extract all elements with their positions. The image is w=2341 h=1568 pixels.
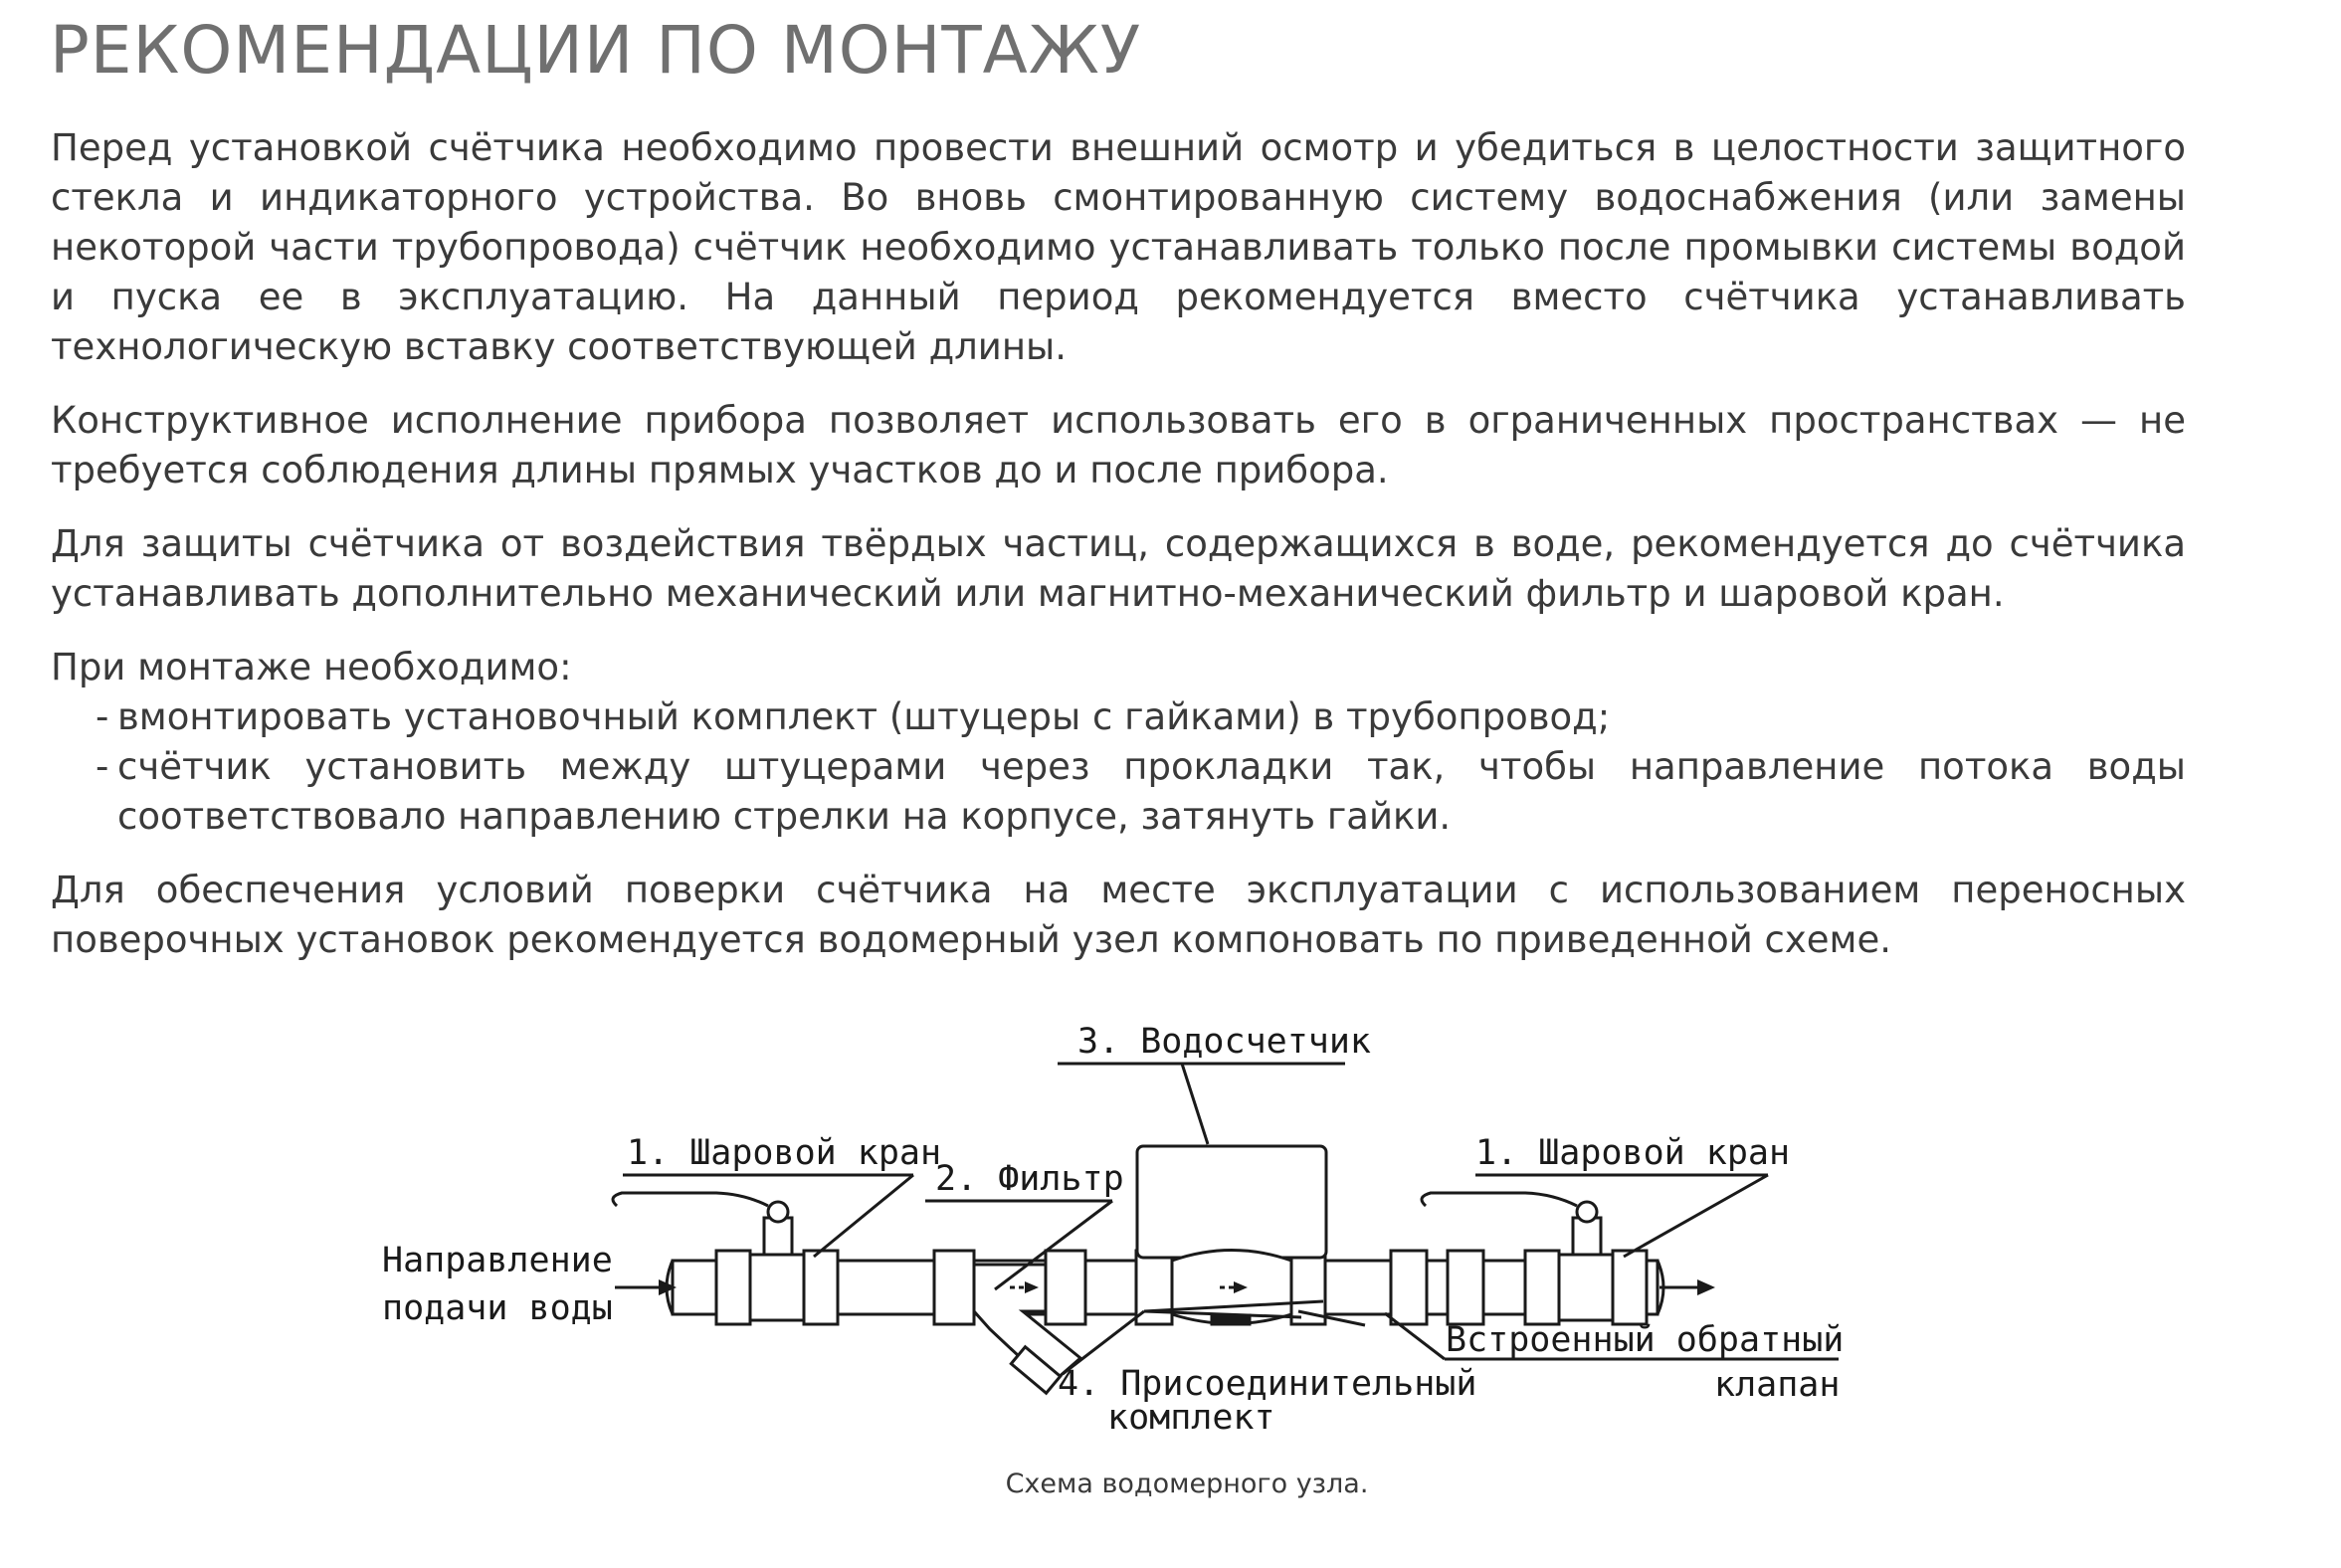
label-filter: 2. Фильтр [935, 1159, 1124, 1199]
label-ball-valve-left: 1. Шаровой кран [627, 1133, 942, 1173]
leader-line [1182, 1064, 1208, 1144]
ball-valve-left [613, 1193, 838, 1324]
figure-caption: Схема водомерного узла. [1005, 1469, 1369, 1499]
mounting-step-text: вмонтировать установочный комплект (штуцеры с гайками) в трубопровод; [117, 695, 1611, 738]
flow-arrow-head [1697, 1279, 1715, 1295]
label-ball-valve-right: 1. Шаровой кран [1475, 1133, 1791, 1173]
dash-bullet: - [96, 745, 109, 788]
dash-bullet: - [96, 695, 109, 738]
leader-line [814, 1175, 913, 1257]
paragraph-design: Конструктивное исполнение прибора позволяет использовать его в ограниченных пространствах — не требуется соблюдения длины прямых участков до и после прибора. [51, 399, 2186, 491]
coupling [1448, 1251, 1483, 1324]
label-flow-direction: Направление [382, 1241, 613, 1280]
label-check-valve: клапан [1714, 1365, 1841, 1405]
label-check-valve: Встроенный обратный [1446, 1320, 1845, 1360]
mounting-intro: При монтаже необходимо: [51, 646, 572, 688]
label-connection-kit: 4. Присоединительный [1058, 1364, 1477, 1404]
label-connection-kit: комплект [1107, 1398, 1275, 1438]
label-flow-direction: подачи воды [382, 1288, 613, 1328]
paragraph-verification: Для обеспечения условий поверки счётчика на месте эксплуатации с использованием переносных поверочных установок рекомендуется водомерный узел компоновать по приведенной схеме. [51, 869, 2186, 961]
label-water-meter: 3. Водосчетчик [1077, 1022, 1372, 1062]
leader-line [1624, 1175, 1768, 1257]
paragraph-protection: Для защиты счётчика от воздействия твёрдых частиц, содержащихся в воде, рекомендуется до счётчика устанавливать дополнительно механический или магнитно-механический фильтр и шаровой кран. [51, 522, 2186, 615]
page-title: РЕКОМЕНДАЦИИ ПО МОНТАЖУ [50, 12, 1142, 89]
mounting-step-text: счётчик установить между штуцерами через прокладки так, чтобы направление потока воды соответствовало направлению стрелки на корпусе, затянуть гайки. [117, 745, 2186, 838]
paragraph-inspection: Перед установкой счётчика необходимо провести внешний осмотр и убедиться в целостности защитного стекла и индикаторного устройства. Во вновь смонтированную систему водоснабжения (или замены некоторой части трубопровода) счётчик необходимо устанавливать только после промывки системы водой и пуска ее в эксплуатацию. На данный период рекомендуется вместо счётчика устанавливать технологическую вставку соответствующей длины. [51, 126, 2186, 368]
coupling [1391, 1251, 1427, 1324]
